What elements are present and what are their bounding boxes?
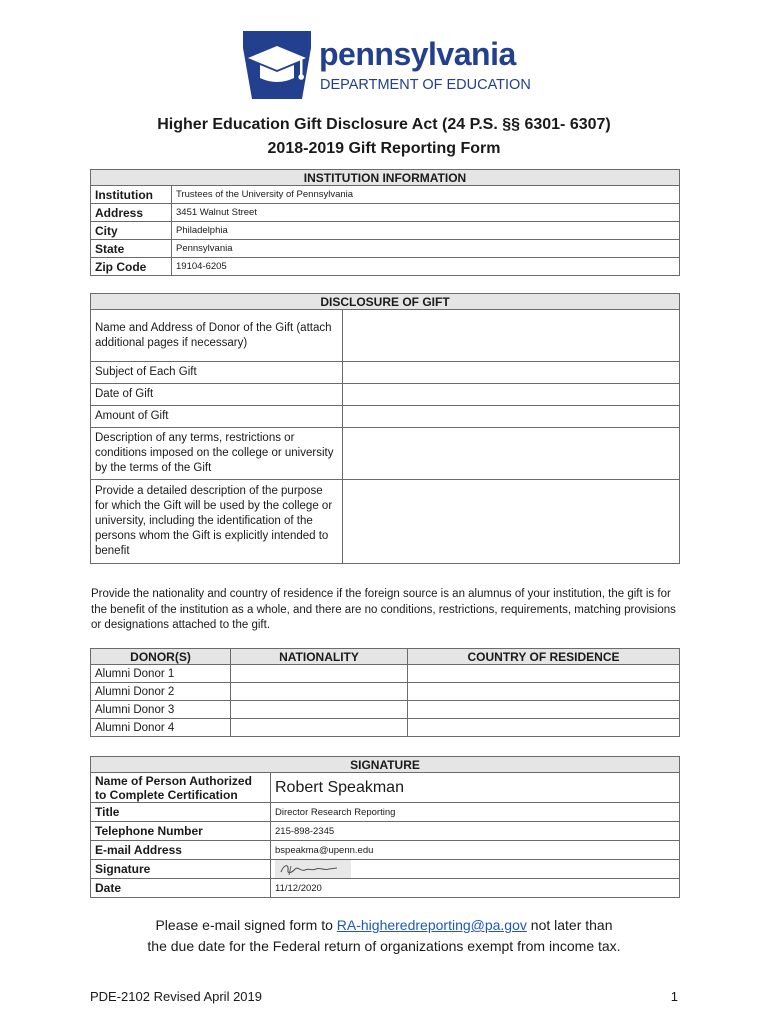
gift-terms-value[interactable] [343,428,680,480]
state-label: State [91,240,172,258]
form-title: Higher Education Gift Disclosure Act (24 P.S. §§ 6301- 6307) [157,116,611,133]
institution-table [90,169,680,276]
donor-name: Alumni Donor 2 [91,683,231,701]
donor-name-address-value[interactable] [343,310,680,362]
gift-terms-label: Description of any terms, restrictions or conditions imposed on the college or university by the terms of the Gift [91,428,343,480]
pde-logo [240,28,540,102]
signature-header: SIGNATURE [91,757,680,773]
city-value[interactable]: Philadelphia [172,222,680,240]
donor-name: Alumni Donor 3 [91,701,231,719]
disclosure-table [90,293,680,564]
authorized-person-label: Name of Person Authorized to Complete Certification [91,773,271,803]
handwritten-signature-image [275,860,351,878]
telephone-label: Telephone Number [91,822,271,841]
donor-name: Alumni Donor 4 [91,719,231,737]
address-value[interactable]: 3451 Walnut Street [172,204,680,222]
authorized-person-value[interactable]: Robert Speakman [271,773,680,803]
city-label: City [91,222,172,240]
date-value[interactable]: 11/12/2020 [271,879,680,898]
gift-purpose-value[interactable] [343,480,680,564]
donor-country[interactable] [408,701,680,719]
date-label: Date [91,879,271,898]
keystone-icon [240,28,314,102]
gift-date-label: Date of Gift [91,384,343,406]
form-subtitle: 2018-2019 Gift Reporting Form [267,140,501,157]
email-label: E-mail Address [91,841,271,860]
email-instructions [0,915,768,957]
email-instructions-prefix: Please e-mail signed form to [155,917,337,933]
email-instructions-suffix: not later than [526,917,613,933]
email-value[interactable]: bspeakma@upenn.edu [271,841,680,860]
country-column-header: COUNTRY OF RESIDENCE [408,649,680,665]
institution-header: INSTITUTION INFORMATION [91,170,680,186]
form-revision-footer: PDE-2102 Revised April 2019 [90,989,262,1004]
page-number: 1 [670,989,678,1004]
institution-value[interactable]: Trustees of the University of Pennsylvania [172,186,680,204]
donor-country[interactable] [408,665,680,683]
zip-code-label: Zip Code [91,258,172,276]
zip-code-value[interactable]: 19104-6205 [172,258,680,276]
donor-country[interactable] [408,719,680,737]
address-label: Address [91,204,172,222]
donor-nationality[interactable] [231,665,408,683]
logo-department-text: DEPARTMENT OF EDUCATION [320,77,531,93]
nationality-column-header: NATIONALITY [231,649,408,665]
signature-table [90,756,680,898]
gift-purpose-label: Provide a detailed description of the purpose for which the Gift will be used by the college or university, including the identification of the persons whom the Gift is explicitly intended to benefit [91,480,343,564]
title-label: Title [91,803,271,822]
signature-label: Signature [91,860,271,879]
institution-label: Institution [91,186,172,204]
donor-name-address-label: Name and Address of Donor of the Gift (attach additional pages if necessary) [91,310,343,362]
submission-email-link[interactable]: RA-higheredreporting@pa.gov [336,917,527,933]
signature-value[interactable] [271,860,680,879]
telephone-value[interactable]: 215-898-2345 [271,822,680,841]
email-instructions-line2: the due date for the Federal return of organizations exempt from income tax. [147,938,621,954]
title-value[interactable]: Director Research Reporting [271,803,680,822]
donors-table [90,648,680,737]
gift-subject-value[interactable] [343,362,680,384]
donor-nationality[interactable] [231,719,408,737]
gift-subject-label: Subject of Each Gift [91,362,343,384]
donor-name: Alumni Donor 1 [91,665,231,683]
state-value[interactable]: Pennsylvania [172,240,680,258]
donors-column-header: DONOR(S) [91,649,231,665]
donor-nationality[interactable] [231,683,408,701]
gift-amount-label: Amount of Gift [91,406,343,428]
donor-country[interactable] [408,683,680,701]
gift-date-value[interactable] [343,384,680,406]
disclosure-header: DISCLOSURE OF GIFT [91,294,680,310]
donor-nationality[interactable] [231,701,408,719]
logo-brand-text: pennsylvania [319,36,516,72]
gift-amount-value[interactable] [343,406,680,428]
nationality-note: Provide the nationality and country of residence if the foreign source is an alumnus of your institution, the gift is for the benefit of the institution as a whole, and there are no conditions, restrictions, requirements, matching provisions or designations attached to the gift. [91,588,676,631]
